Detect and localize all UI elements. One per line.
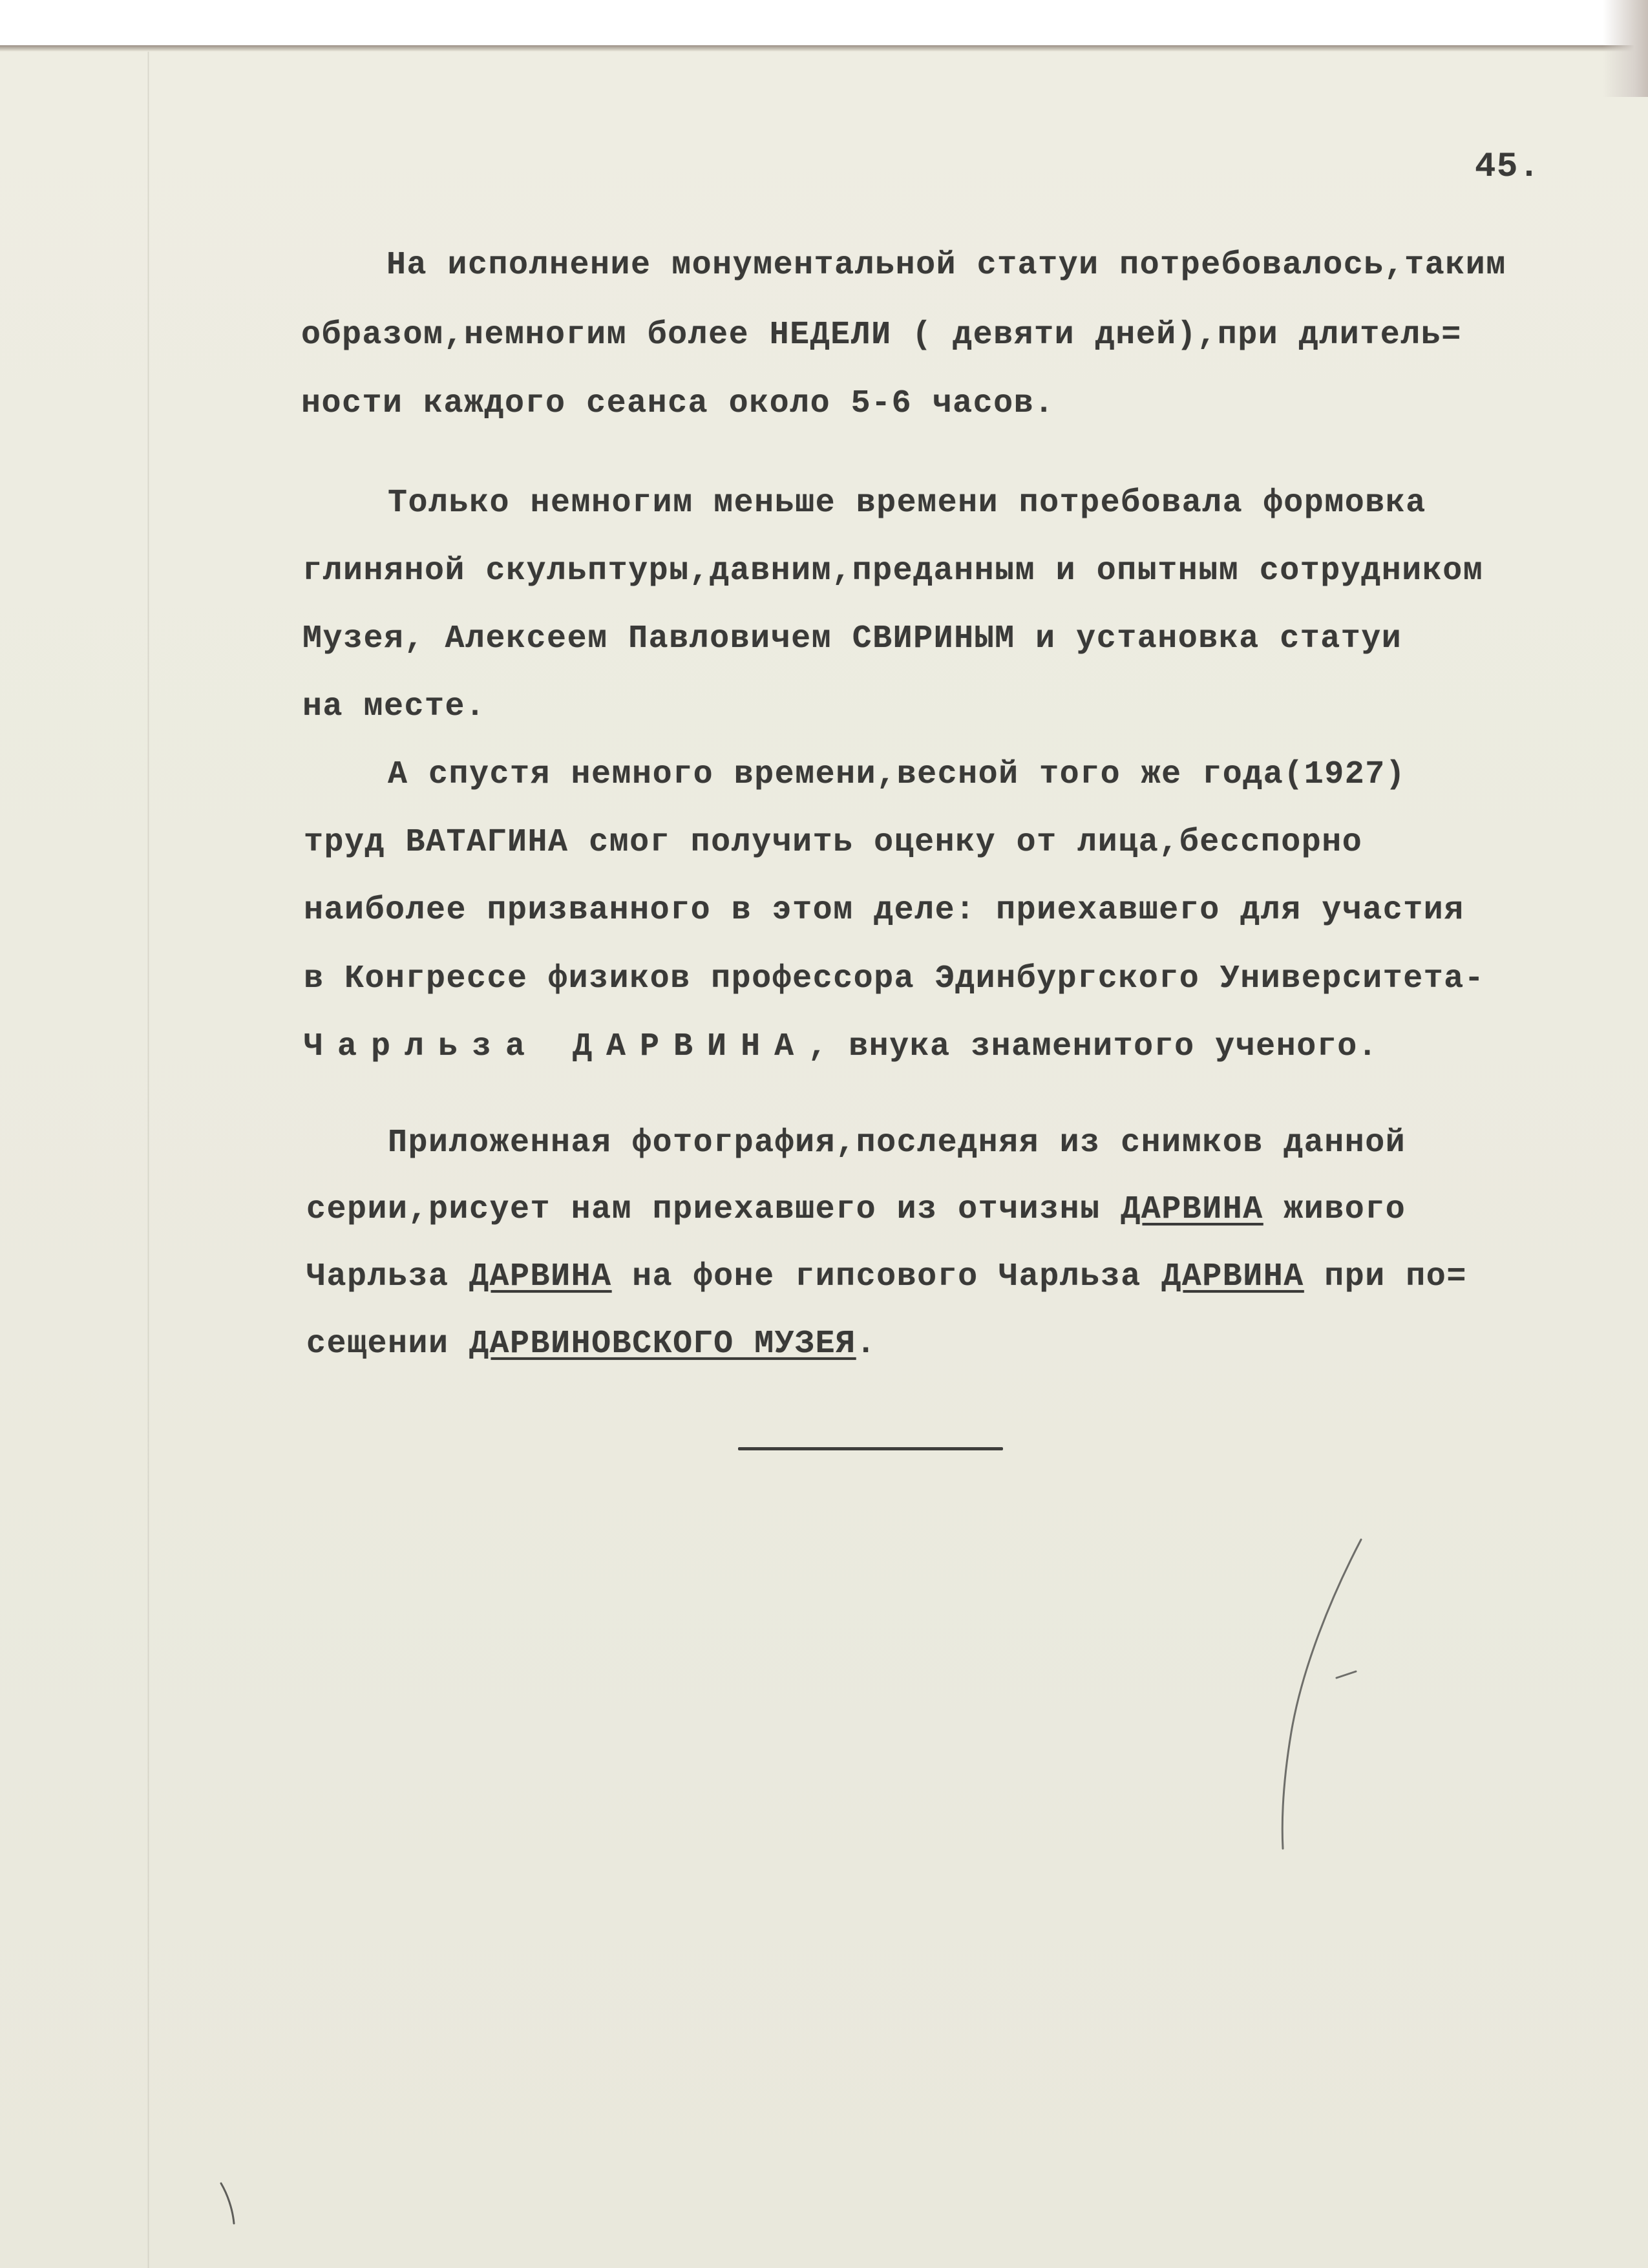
- text-run: при по=: [1304, 1258, 1467, 1295]
- paragraph-line: в Конгрессе физиков профессора Эдинбургского Университета-: [304, 960, 1485, 997]
- paragraph-line: на месте.: [302, 688, 486, 725]
- pencil-stroke: [1282, 1540, 1361, 1849]
- text-run: живого: [1263, 1191, 1406, 1228]
- paragraph-line: А спустя немного времени,весной того же года(1927): [388, 756, 1406, 793]
- underlined-name: ДАРВИНА: [1121, 1191, 1263, 1228]
- text-run: серии,рисует нам приехавшего из отчизны: [306, 1191, 1121, 1228]
- text-run: сещении: [306, 1326, 470, 1362]
- paragraph-line: ности каждого сеанса около 5-6 часов.: [301, 385, 1055, 422]
- paragraph-line: Приложенная фотография,последняя из снимков данной: [388, 1125, 1406, 1161]
- paragraph-line: Музея, Алексеем Павловичем СВИРИНЫМ и установка статуи: [302, 620, 1402, 657]
- text-run: .: [856, 1326, 877, 1362]
- paragraph-line: наиболее призванного в этом деле: приехавшего для участия: [304, 892, 1464, 929]
- underlined-name: ДАРВИНА: [1161, 1258, 1304, 1295]
- page-number: 45.: [1475, 147, 1541, 187]
- paragraph-line: образом,немногим более НЕДЕЛИ ( девяти дней),при длитель=: [301, 317, 1462, 354]
- text-run: на фоне гипсового Чарльза: [611, 1258, 1162, 1295]
- line-rest: , внука знаменитого ученого.: [808, 1028, 1379, 1065]
- pencil-mark-left: [221, 2183, 234, 2223]
- paragraph-line: На исполнение монументальной статуи потребовалось,таким: [386, 247, 1506, 284]
- paragraph-line: труд ВАТАГИНА смог получить оценку от лица,бесспорно: [304, 824, 1363, 861]
- paragraph-line: Только немногим меньше времени потребовала формовка: [388, 485, 1426, 522]
- underlined-name: ДАРВИНОВСКОГО МУЗЕЯ: [469, 1326, 856, 1362]
- underlined-name: ДАРВИНА: [469, 1258, 612, 1295]
- paragraph-line: глиняной скульптуры,давним,преданным и опытным сотрудником: [302, 553, 1484, 589]
- spaced-name: Чарльза ДАРВИНА: [304, 1028, 808, 1065]
- pencil-tick: [1336, 1671, 1356, 1678]
- text-run: Чарльза: [306, 1258, 470, 1295]
